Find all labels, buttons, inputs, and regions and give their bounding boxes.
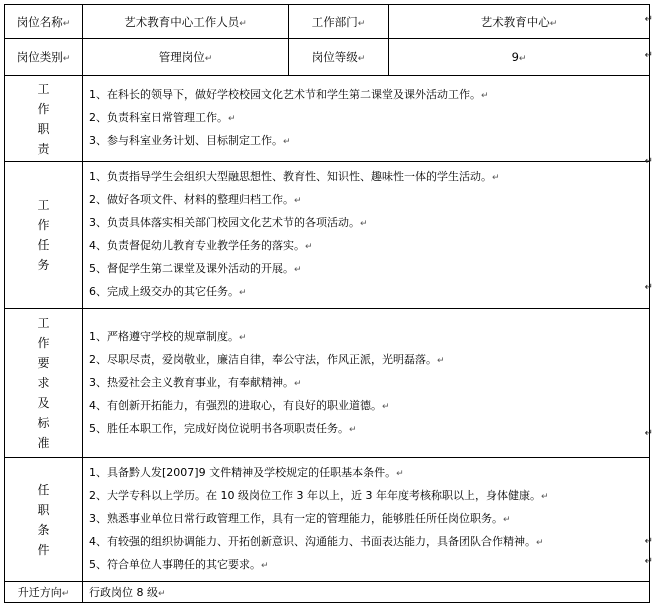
list-item: 3、负责具体落实相关部门校园文化艺术节的各项活动。↵	[89, 216, 368, 229]
paragraph-mark-icon: ↵	[294, 265, 302, 275]
tasks-list	[83, 162, 650, 309]
row-end-mark-icon: ↵	[644, 556, 653, 567]
paragraph-mark-icon: ↵	[283, 137, 291, 147]
paragraph-mark-icon: ↵	[305, 242, 313, 252]
list-item: 1、在科长的领导下，做好学校校园文化艺术节和学生第二课堂及课外活动工作。↵	[89, 88, 489, 101]
paragraph-mark-icon: ↵	[261, 561, 269, 571]
header-row-2	[5, 39, 650, 76]
paragraph-mark-icon: ↵	[62, 54, 71, 64]
list-item: 3、参与科室业务计划、目标制定工作。↵	[89, 134, 291, 147]
standards-label	[5, 309, 83, 458]
qualifications-label-char: 件	[37, 542, 50, 557]
paragraph-mark-icon: ↵	[518, 54, 527, 64]
paragraph-mark-icon: ↵	[349, 424, 357, 435]
position-category-label-cell	[5, 39, 83, 76]
header-row-1	[5, 5, 650, 39]
duties-label	[5, 76, 83, 162]
paragraph-mark-icon: ↵	[549, 18, 558, 29]
position-grade-value: 9	[511, 50, 519, 64]
department-value: 艺术教育中心	[480, 14, 550, 29]
paragraph-mark-icon: ↵	[61, 589, 70, 599]
position-category-value-cell	[83, 39, 289, 76]
paragraph-mark-icon: ↵	[62, 18, 71, 29]
section-standards	[5, 309, 650, 458]
paragraph-mark-icon: ↵	[536, 538, 544, 548]
position-grade-label-cell	[289, 39, 389, 76]
standards-label-char: 作	[37, 336, 50, 350]
paragraph-mark-icon: ↵	[239, 332, 247, 343]
list-item: 4、负责督促幼儿教育专业教学任务的落实。↵	[89, 239, 313, 252]
tasks-label-char: 任	[37, 238, 50, 252]
promotion-value: 行政岗位 8 级	[89, 586, 158, 599]
position-name-value-cell	[83, 5, 289, 39]
paragraph-mark-icon: ↵	[540, 492, 549, 502]
row-end-mark-icon: ↵	[644, 428, 653, 439]
row-end-mark-icon: ↵	[644, 536, 653, 547]
paragraph-mark-icon: ↵	[158, 589, 166, 599]
tasks-label-char: 务	[37, 258, 50, 272]
tasks-label-char: 工	[37, 198, 50, 212]
duties-label-char: 作	[37, 101, 50, 116]
section-qualifications	[5, 458, 650, 582]
list-item: 3、熟悉事业单位日常行政管理工作，具有一定的管理能力，能够胜任所任岗位职务。↵	[89, 512, 511, 525]
qualifications-label	[5, 458, 83, 582]
list-item: 2、大学专科以上学历。在 10 级岗位工作 3 年以上，近 3 年年度考核称职以上，身体健康。↵	[89, 489, 549, 502]
list-item: 6、完成上级交办的其它任务。↵	[89, 285, 247, 298]
paragraph-mark-icon: ↵	[396, 469, 404, 479]
promotion-label: 升迁方向	[17, 586, 62, 599]
list-item: 5、督促学生第二课堂及课外活动的开展。↵	[89, 262, 302, 275]
standards-label-char: 准	[37, 436, 50, 450]
footer-row	[5, 582, 650, 603]
list-item: 2、做好各项文件、材料的整理归档工作。↵	[89, 193, 302, 206]
list-item: 1、具备黔人发[2007]9 文件精神及学校规定的任职基本条件。↵	[89, 466, 404, 479]
section-tasks	[5, 162, 650, 309]
paragraph-mark-icon: ↵	[360, 219, 368, 229]
row-end-mark-icon: ↵	[644, 282, 653, 293]
duties-label-char: 职	[37, 121, 50, 136]
list-item: 1、负责指导学生会组织大型融思想性、教育性、知识性、趣味性一体的学生活动。↵	[89, 170, 500, 183]
list-item: 2、尽职尽责，爱岗敬业，廉洁自律，奉公守法，作风正派，光明磊落。↵	[89, 352, 445, 366]
list-item: 5、符合单位人事聘任的其它要求。↵	[89, 558, 269, 571]
paragraph-mark-icon: ↵	[357, 54, 366, 64]
qualifications-list	[83, 458, 650, 582]
promotion-value-cell	[83, 582, 650, 603]
standards-label-char: 要	[37, 356, 50, 370]
paragraph-mark-icon: ↵	[492, 173, 500, 183]
paragraph-mark-icon: ↵	[239, 18, 247, 29]
department-label: 工作部门	[311, 14, 358, 29]
row-end-mark-icon: ↵	[644, 14, 653, 25]
qualifications-label-char: 任	[37, 482, 50, 497]
row-end-mark-icon: ↵	[644, 50, 653, 61]
row-end-mark-icon: ↵	[644, 156, 653, 167]
qualifications-label-char: 条	[37, 522, 50, 537]
position-grade-label: 岗位等级	[311, 50, 358, 64]
list-item: 5、胜任本职工作，完成好岗位说明书各项职责任务。↵	[89, 421, 357, 435]
standards-label-char: 及	[37, 396, 50, 410]
paragraph-mark-icon: ↵	[228, 114, 236, 124]
duties-label-char: 工	[37, 81, 50, 96]
standards-list	[83, 309, 650, 458]
list-item: 4、有创新开拓能力，有强烈的进取心，有良好的职业道德。↵	[89, 398, 390, 412]
list-item: 3、热爱社会主义教育事业，有奉献精神。↵	[89, 375, 302, 389]
duties-label-char: 责	[37, 141, 50, 156]
duties-list	[83, 76, 650, 162]
qualifications-label-char: 职	[37, 502, 50, 517]
position-category-value: 管理岗位	[158, 50, 205, 64]
department-value-cell	[389, 5, 650, 39]
standards-label-char: 标	[37, 416, 50, 430]
list-item: 4、有较强的组织协调能力、开拓创新意识、沟通能力、书面表达能力，具备团队合作精神。↵	[89, 535, 544, 548]
tasks-label	[5, 162, 83, 309]
paragraph-mark-icon: ↵	[437, 355, 445, 366]
tasks-label-char: 作	[37, 218, 50, 232]
paragraph-mark-icon: ↵	[357, 18, 366, 29]
section-duties	[5, 76, 650, 162]
standards-label-char: 求	[37, 376, 50, 390]
promotion-label-cell	[5, 582, 83, 603]
paragraph-mark-icon: ↵	[481, 91, 489, 101]
paragraph-mark-icon: ↵	[294, 378, 302, 389]
department-label-cell	[289, 5, 389, 39]
position-name-label-cell	[5, 5, 83, 39]
paragraph-mark-icon: ↵	[503, 515, 511, 525]
position-grade-value-cell	[389, 39, 650, 76]
paragraph-mark-icon: ↵	[382, 401, 390, 412]
position-name-value: 艺术教育中心工作人员	[124, 14, 240, 29]
job-description-table	[4, 4, 650, 603]
position-name-label: 岗位名称	[16, 14, 63, 29]
list-item: 2、负责科室日常管理工作。↵	[89, 111, 236, 124]
position-category-label: 岗位类别	[16, 50, 63, 64]
standards-label-char: 工	[37, 316, 50, 330]
list-item: 1、严格遵守学校的规章制度。↵	[89, 329, 247, 343]
paragraph-mark-icon: ↵	[204, 54, 213, 64]
paragraph-mark-icon: ↵	[294, 196, 302, 206]
paragraph-mark-icon: ↵	[239, 288, 247, 298]
